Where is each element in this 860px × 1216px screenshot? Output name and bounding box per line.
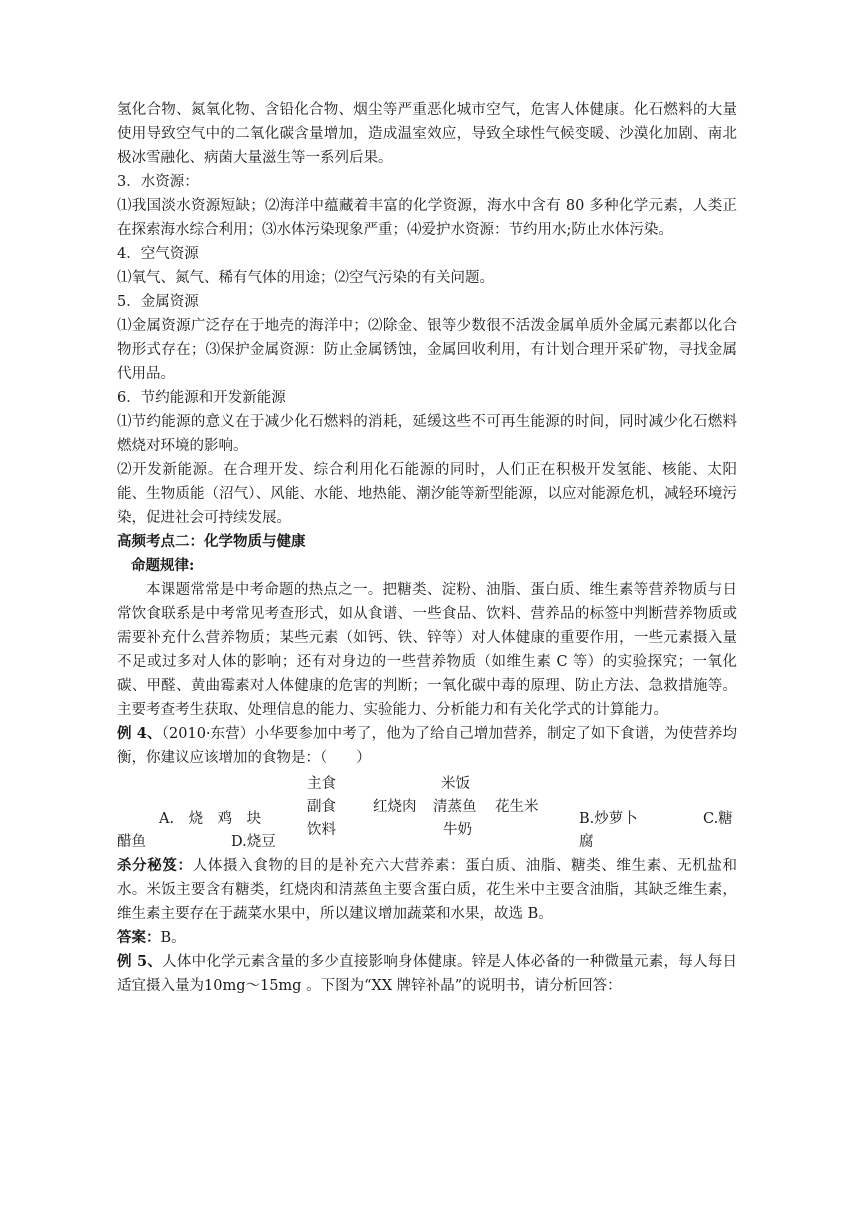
heading-air: 4．空气资源 xyxy=(117,246,199,262)
paragraph-air: ⑴氧气、氮气、稀有气体的用途；⑵空气污染的有关问题。 xyxy=(117,270,494,286)
menu-side: 副食 xyxy=(307,799,336,815)
answer-line xyxy=(117,926,737,950)
tip-label: 杀分秘笈： xyxy=(117,857,193,874)
paragraph-intro: 氢化合物、氮氧化物、含铅化合物、烟尘等严重恶化城市空气，危害人体健康。化石燃料的大量使用导致空气中的二氧化碳含量增加，造成温室效应，导致全球性气候变暖、沙漠化加剧、南北极冰雪融化、病菌大量滋生等一系列后果。 xyxy=(117,102,737,166)
answer-body: B。 xyxy=(160,930,186,946)
option-a-cont: 醋鱼 xyxy=(117,834,146,850)
answer-label: 答案： xyxy=(117,929,161,946)
option-d: D.烧豆 xyxy=(231,834,276,850)
option-a: A. 烧 鸡 块 xyxy=(159,811,262,827)
paragraph-energy-1: ⑴节约能源的意义在于减少化石燃料的消耗，延缓这些不可再生能源的时间，同时减少化石燃料燃烧对环境的影响。 xyxy=(117,414,737,454)
tip-body: 人体摄入食物的目的是补充六大营养素：蛋白质、油脂、糖类、维生素、无机盐和水。米饭主要含有糖类，红烧肉和清蒸鱼主要含蛋白质，花生米中主要含油脂，其缺乏维生素，维生素主要存在于蔬菜水果中，所以建议增加蔬菜和水果，故选 B。 xyxy=(117,858,737,922)
option-b-cont: 腐 xyxy=(579,834,594,850)
heading-water: 3．水资源： xyxy=(117,174,199,190)
example-4 xyxy=(117,722,737,770)
heading-topic2: 高频考点二：化学物质与健康 xyxy=(117,533,306,550)
menu-staple: 主食 xyxy=(307,776,336,792)
paragraph-water: ⑴我国淡水资源短缺；⑵海洋中蕴藏着丰富的化学资源，海水中含有 80 多种化学元素，人类正在探索海水综合利用；⑶水体污染现象严重；⑷爱护水资源：节约用水;防止水体污染。 xyxy=(117,198,737,238)
heading-metal: 5．金属资源 xyxy=(117,294,199,310)
document-page xyxy=(117,98,737,998)
rule-label: 命题规律: xyxy=(131,557,195,574)
tip-paragraph xyxy=(117,854,737,926)
paragraph-energy-2: ⑵开发新能源。在合理开发、综合利用化石能源的同时，人们正在积极开发氢能、核能、太阳能、生物质能（沼气）、风能、水能、地热能、潮汐能等新型能源，以应对能源危机，减轻环境污染，促进社会可持续发展。 xyxy=(117,462,737,526)
menu-rice: 米饭 xyxy=(441,776,470,792)
example-5-label: 例 5、 xyxy=(117,953,163,970)
menu-pork: 红烧肉 xyxy=(373,799,417,815)
menu-fish: 清蒸鱼 xyxy=(433,799,477,815)
example-4-text: （2010·东营）小华要参加中考了，他为了给自己增加营养，制定了如下食谱，为使营养均衡，你建议应该增加的食物是：（ ） xyxy=(117,726,737,766)
example-4-label: 例 4、 xyxy=(117,725,162,742)
heading-energy: 6．节约能源和开发新能源 xyxy=(117,390,286,406)
menu-drink: 饮料 xyxy=(307,822,336,838)
menu-table xyxy=(117,772,737,854)
menu-milk: 牛奶 xyxy=(443,822,472,838)
paragraph-rule: 本课题常常是中考命题的热点之一。把糖类、淀粉、油脂、蛋白质、维生素等营养物质与日常饮食联系是中考常见考查形式，如从食谱、一些食品、饮料、营养品的标签中判断营养物质或需要补充什么营养物质；某些元素（如钙、铁、锌等）对人体健康的重要作用，一些元素摄入量不足或过多对人体的影响；还有对身边的一些营养物质（如维生素 C 等）的实验探究；一氧化碳、甲醛、黄曲霉素对人体健康的危害的判断；一氧化碳中毒的原理、防止方法、急救措施等。主要考查考生获取、处理信息的能力、实验能力、分析能力和有关化学式的计算能力。 xyxy=(117,582,737,718)
menu-peanut: 花生米 xyxy=(495,799,539,815)
paragraph-metal: ⑴金属资源广泛存在于地壳的海洋中；⑵除金、银等少数很不活泼金属单质外金属元素都以化合物形式存在；⑶保护金属资源：防止金属锈蚀，金属回收利用，有计划合理开采矿物，寻找金属代用品。 xyxy=(117,318,737,382)
example-5-text: 人体中化学元素含量的多少直接影响身体健康。锌是人体必备的一种微量元素，每人每日适宜摄入量为10mg～15mg 。下图为“XX 牌锌补晶”的说明书，请分析回答： xyxy=(117,954,737,994)
example-5 xyxy=(117,950,737,998)
option-b: B.炒萝卜 xyxy=(579,811,638,827)
option-c: C.糖 xyxy=(703,811,733,827)
